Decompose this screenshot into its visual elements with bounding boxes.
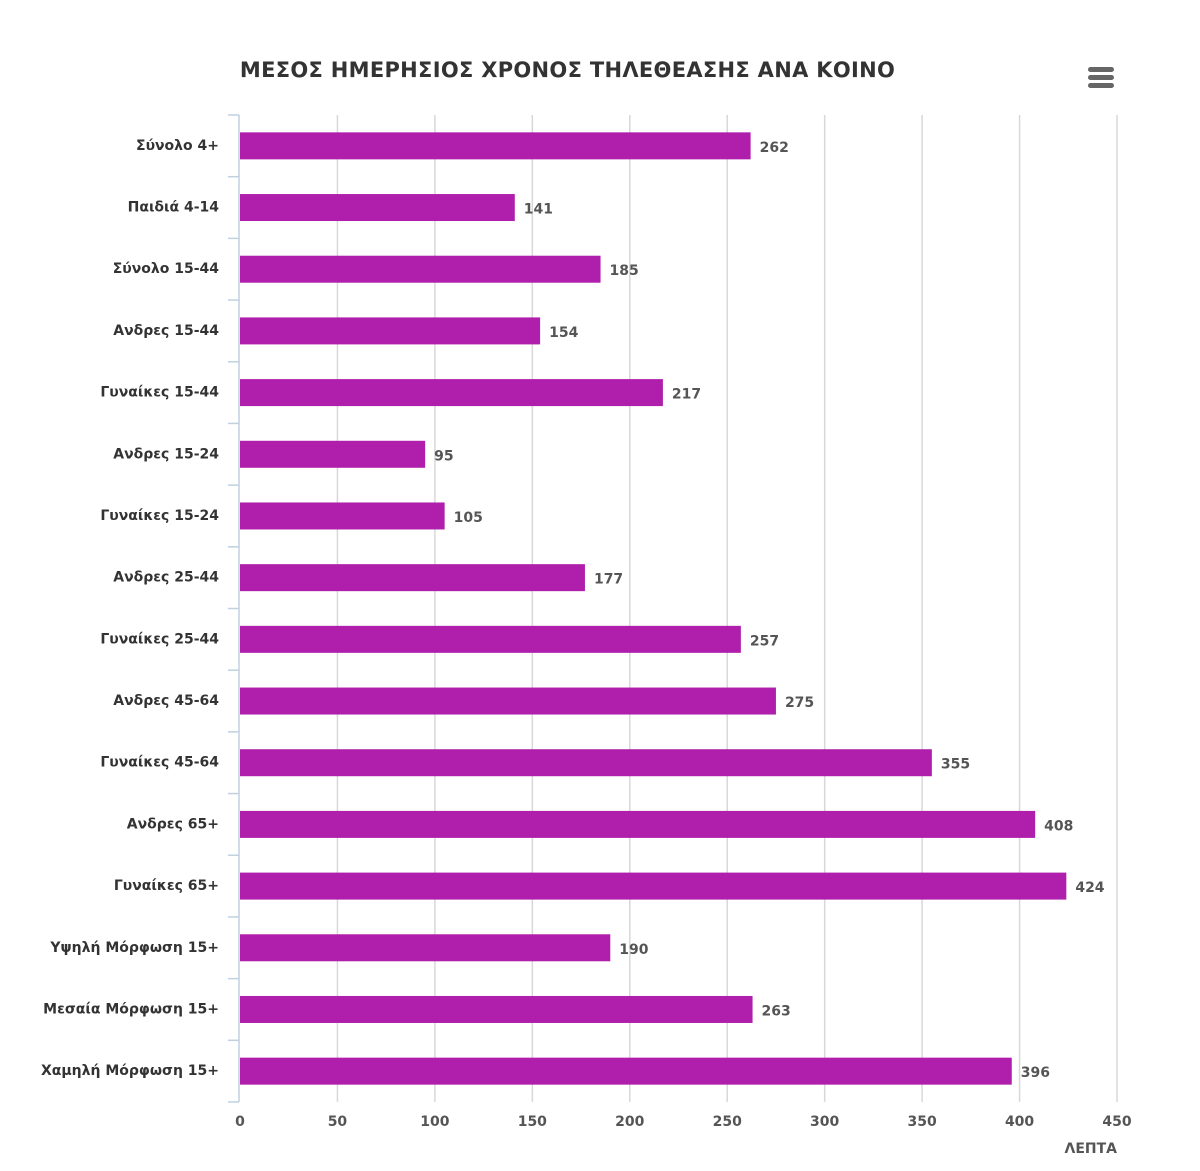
category-label: Γυναίκες 15-24	[100, 507, 219, 524]
category-label: Ανδρες 65+	[126, 816, 219, 833]
data-label: 185	[609, 263, 639, 280]
bar[interactable]	[240, 317, 540, 344]
data-label: 263	[761, 1003, 791, 1020]
category-label: Γυναίκες 25-44	[100, 631, 219, 648]
x-axis-title: ΛΕΠΤΑ	[1064, 1141, 1117, 1157]
bars	[240, 132, 1066, 1084]
x-tick-label: 300	[810, 1114, 840, 1130]
bar[interactable]	[240, 996, 753, 1023]
bar[interactable]	[240, 934, 610, 961]
x-tick-label: 50	[327, 1114, 348, 1130]
bar[interactable]	[240, 626, 741, 653]
data-label: 217	[671, 386, 702, 403]
data-label: 396	[1020, 1065, 1050, 1082]
x-tick-label: 100	[420, 1114, 450, 1130]
category-label: Σύνολο 4+	[136, 137, 219, 154]
x-tick-label: 0	[235, 1114, 245, 1130]
category-label: Γυναίκες 45-64	[100, 754, 219, 771]
value-axis-ticks	[235, 1114, 1132, 1130]
x-tick-label: 400	[1004, 1114, 1035, 1130]
category-axis	[228, 115, 239, 1102]
bar[interactable]	[240, 441, 425, 468]
category-label: Ανδρες 25-44	[113, 569, 219, 586]
category-label: Χαμηλή Μόρφωση 15+	[40, 1063, 219, 1080]
bar[interactable]	[240, 502, 445, 529]
bar[interactable]	[240, 873, 1066, 900]
category-label: Γυναίκες 15-44	[100, 384, 219, 401]
data-label: 154	[549, 324, 579, 341]
chart-title: ΜΕΣΟΣ ΗΜΕΡΗΣΙΟΣ ΧΡΟΝΟΣ ΤΗΛΕΘΕΑΣΗΣ ΑΝΑ ΚΟΙΝΟ	[239, 58, 896, 82]
category-labels	[41, 138, 219, 1079]
data-label: 95	[434, 448, 454, 465]
x-tick-label: 450	[1102, 1114, 1132, 1130]
category-label: Γυναίκες 65+	[113, 878, 219, 895]
data-label: 408	[1044, 818, 1074, 835]
data-label: 424	[1075, 880, 1105, 897]
bar[interactable]	[240, 688, 776, 715]
category-label: Μεσαία Μόρφωση 15+	[43, 1001, 219, 1018]
data-label: 105	[453, 509, 483, 526]
bar[interactable]	[240, 132, 751, 159]
category-label: Παιδιά 4-14	[127, 199, 219, 216]
data-label: 355	[940, 756, 971, 773]
data-label: 190	[619, 941, 649, 958]
x-tick-label: 350	[907, 1114, 937, 1130]
category-label: Ανδρες 45-64	[113, 693, 219, 710]
bar[interactable]	[240, 811, 1035, 838]
data-label: 275	[784, 695, 815, 712]
bar[interactable]	[240, 194, 515, 221]
bar[interactable]	[240, 564, 585, 591]
data-label: 262	[759, 139, 789, 156]
data-label: 177	[593, 571, 624, 588]
data-label: 257	[749, 633, 780, 650]
category-label: Υψηλή Μόρφωση 15+	[50, 939, 219, 956]
bar[interactable]	[240, 1058, 1012, 1085]
bar[interactable]	[240, 749, 932, 776]
category-label: Ανδρες 15-44	[113, 322, 219, 339]
bar[interactable]	[240, 379, 663, 406]
x-tick-label: 200	[615, 1114, 645, 1130]
data-label: 141	[523, 201, 554, 218]
bar[interactable]	[240, 256, 601, 283]
category-label: Σύνολο 15-44	[112, 261, 219, 278]
x-tick-label: 150	[517, 1114, 547, 1130]
x-tick-label: 250	[712, 1114, 742, 1130]
category-label: Ανδρες 15-24	[113, 446, 219, 463]
